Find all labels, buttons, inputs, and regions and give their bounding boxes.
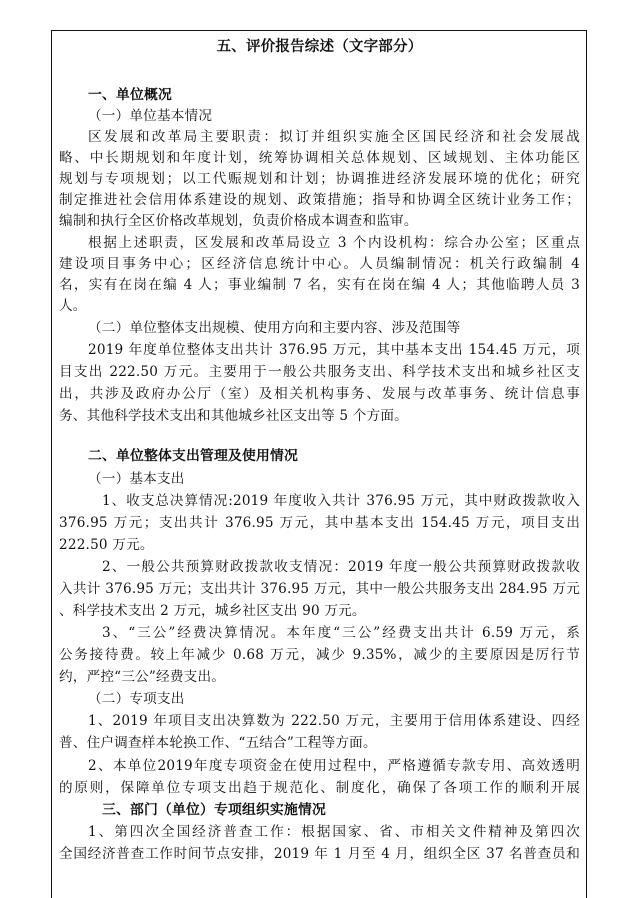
paragraph-line: 出，共涉及政府办公厅（室）及相关机构事务、发展与改革事务、统计信息事 xyxy=(59,386,580,402)
paragraph-line: 人。 xyxy=(59,298,87,314)
paragraph-line: 3、“三公”经费决算情况。本年度“三公”经费支出共计 6.59 万元，系 xyxy=(102,625,580,641)
paragraph-line: 区发展和改革局主要职责：拟订并组织实施全区国民经济和社会发展战 xyxy=(88,129,580,145)
paragraph-line: 1、收支总决算情况:2019 年度收入共计 376.95 万元，其中财政拨款收入 xyxy=(102,493,580,509)
paragraph-line: 根据上述职责，区发展和改革局设立 3 个内设机构：综合办公室；区重点 xyxy=(88,235,580,251)
paragraph-line: 入共计 376.95 万元；支出共计 376.95 万元，其中一般公共服务支出 284.95 万元 xyxy=(59,581,580,597)
paragraph-line: 2019 年度单位整体支出共计 376.95 万元，其中基本支出 154.45 万元，项 xyxy=(88,342,580,358)
paragraph-line: 约，严控“三公”经费支出。 xyxy=(59,669,226,685)
paragraph-line: 全国经济普查工作时间节点安排，2019 年 1 月至 4 月，组织全区 37 名普查员和 xyxy=(59,846,580,862)
paragraph-line: 略、中长期规划和年度计划，统筹协调相关总体规划、区域规划、主体功能区 xyxy=(59,150,580,166)
paragraph-line: 376.95 万元；支出共计 376.95 万元，其中基本支出 154.45 万元，项目支出 xyxy=(59,515,580,531)
paragraph-line: 目支出 222.50 万元。主要用于一般公共服务支出、科学技术支出和城乡社区支 xyxy=(59,364,580,380)
paragraph-line: 公务接待费。较上年减少 0.68 万元，减少 9.35%，减少的主要原因是厉行节 xyxy=(59,647,580,663)
paragraph-line: 制定推进社会信用体系建设的规划、政策措施；指导和协调全区统计业务工作； xyxy=(59,192,580,208)
paragraph-line: 务、其他科学技术支出和其他城乡社区支出等 5 个方面。 xyxy=(59,408,408,424)
paragraph-line: 1、第四次全国经济普查工作：根据国家、省、市相关文件精神及第四次 xyxy=(88,824,580,840)
paragraph-line: 2、本单位2019年度专项资金在使用过程中，严格遵循专款专用、高效透明 xyxy=(88,758,580,774)
paragraph-line: 建设项目事务中心；区经济信息统计中心。人员编制情况：机关行政编制 4 xyxy=(59,256,580,272)
subheading-overall-spending: （二）单位整体支出规模、使用方向和主要内容、涉及范围等 xyxy=(88,320,461,336)
paragraph-line: 222.50 万元。 xyxy=(59,537,154,553)
heading-spending-management: 二、单位整体支出管理及使用情况 xyxy=(88,448,298,464)
heading-project-implementation: 三、部门（单位）专项组织实施情况 xyxy=(102,802,326,818)
paragraph-line: 的原则，保障单位专项支出趋于规范化、制度化，确保了各项工作的顺利开展 xyxy=(59,780,580,796)
heading-unit-overview: 一、单位概况 xyxy=(88,87,172,103)
paragraph-line: 2、一般公共预算财政拨款收支情况：2019 年度一般公共预算财政拨款收 xyxy=(102,559,580,575)
paragraph-line: 名，实有在岗在编 4 人；事业编制 7 名，实有在岗在编 4 人；其他临聘人员 3 xyxy=(59,277,580,293)
paragraph-line: 、科学技术支出 2 万元，城乡社区支出 90 万元。 xyxy=(59,603,366,619)
subheading-basic-spending: （一）基本支出 xyxy=(88,471,185,487)
paragraph-line: 编制和执行全区价格改革规划，负责价格成本调查和监审。 xyxy=(59,213,418,229)
section-title: 五、评价报告综述（文字部分） xyxy=(216,38,423,55)
subheading-special-spending: （二）专项支出 xyxy=(88,691,185,707)
paragraph-line: 普、住户调查样本轮换工作、“五结合”工程等方面。 xyxy=(59,735,377,751)
paragraph-line: 规划与专项规划；以工代赈规划和计划；协调推进经济发展环境的优化；研究 xyxy=(59,171,580,187)
paragraph-line: 1、2019 年项目支出决算数为 222.50 万元，主要用于信用体系建设、四经 xyxy=(88,713,580,729)
subheading-basic-info: （一）单位基本情况 xyxy=(88,108,213,124)
